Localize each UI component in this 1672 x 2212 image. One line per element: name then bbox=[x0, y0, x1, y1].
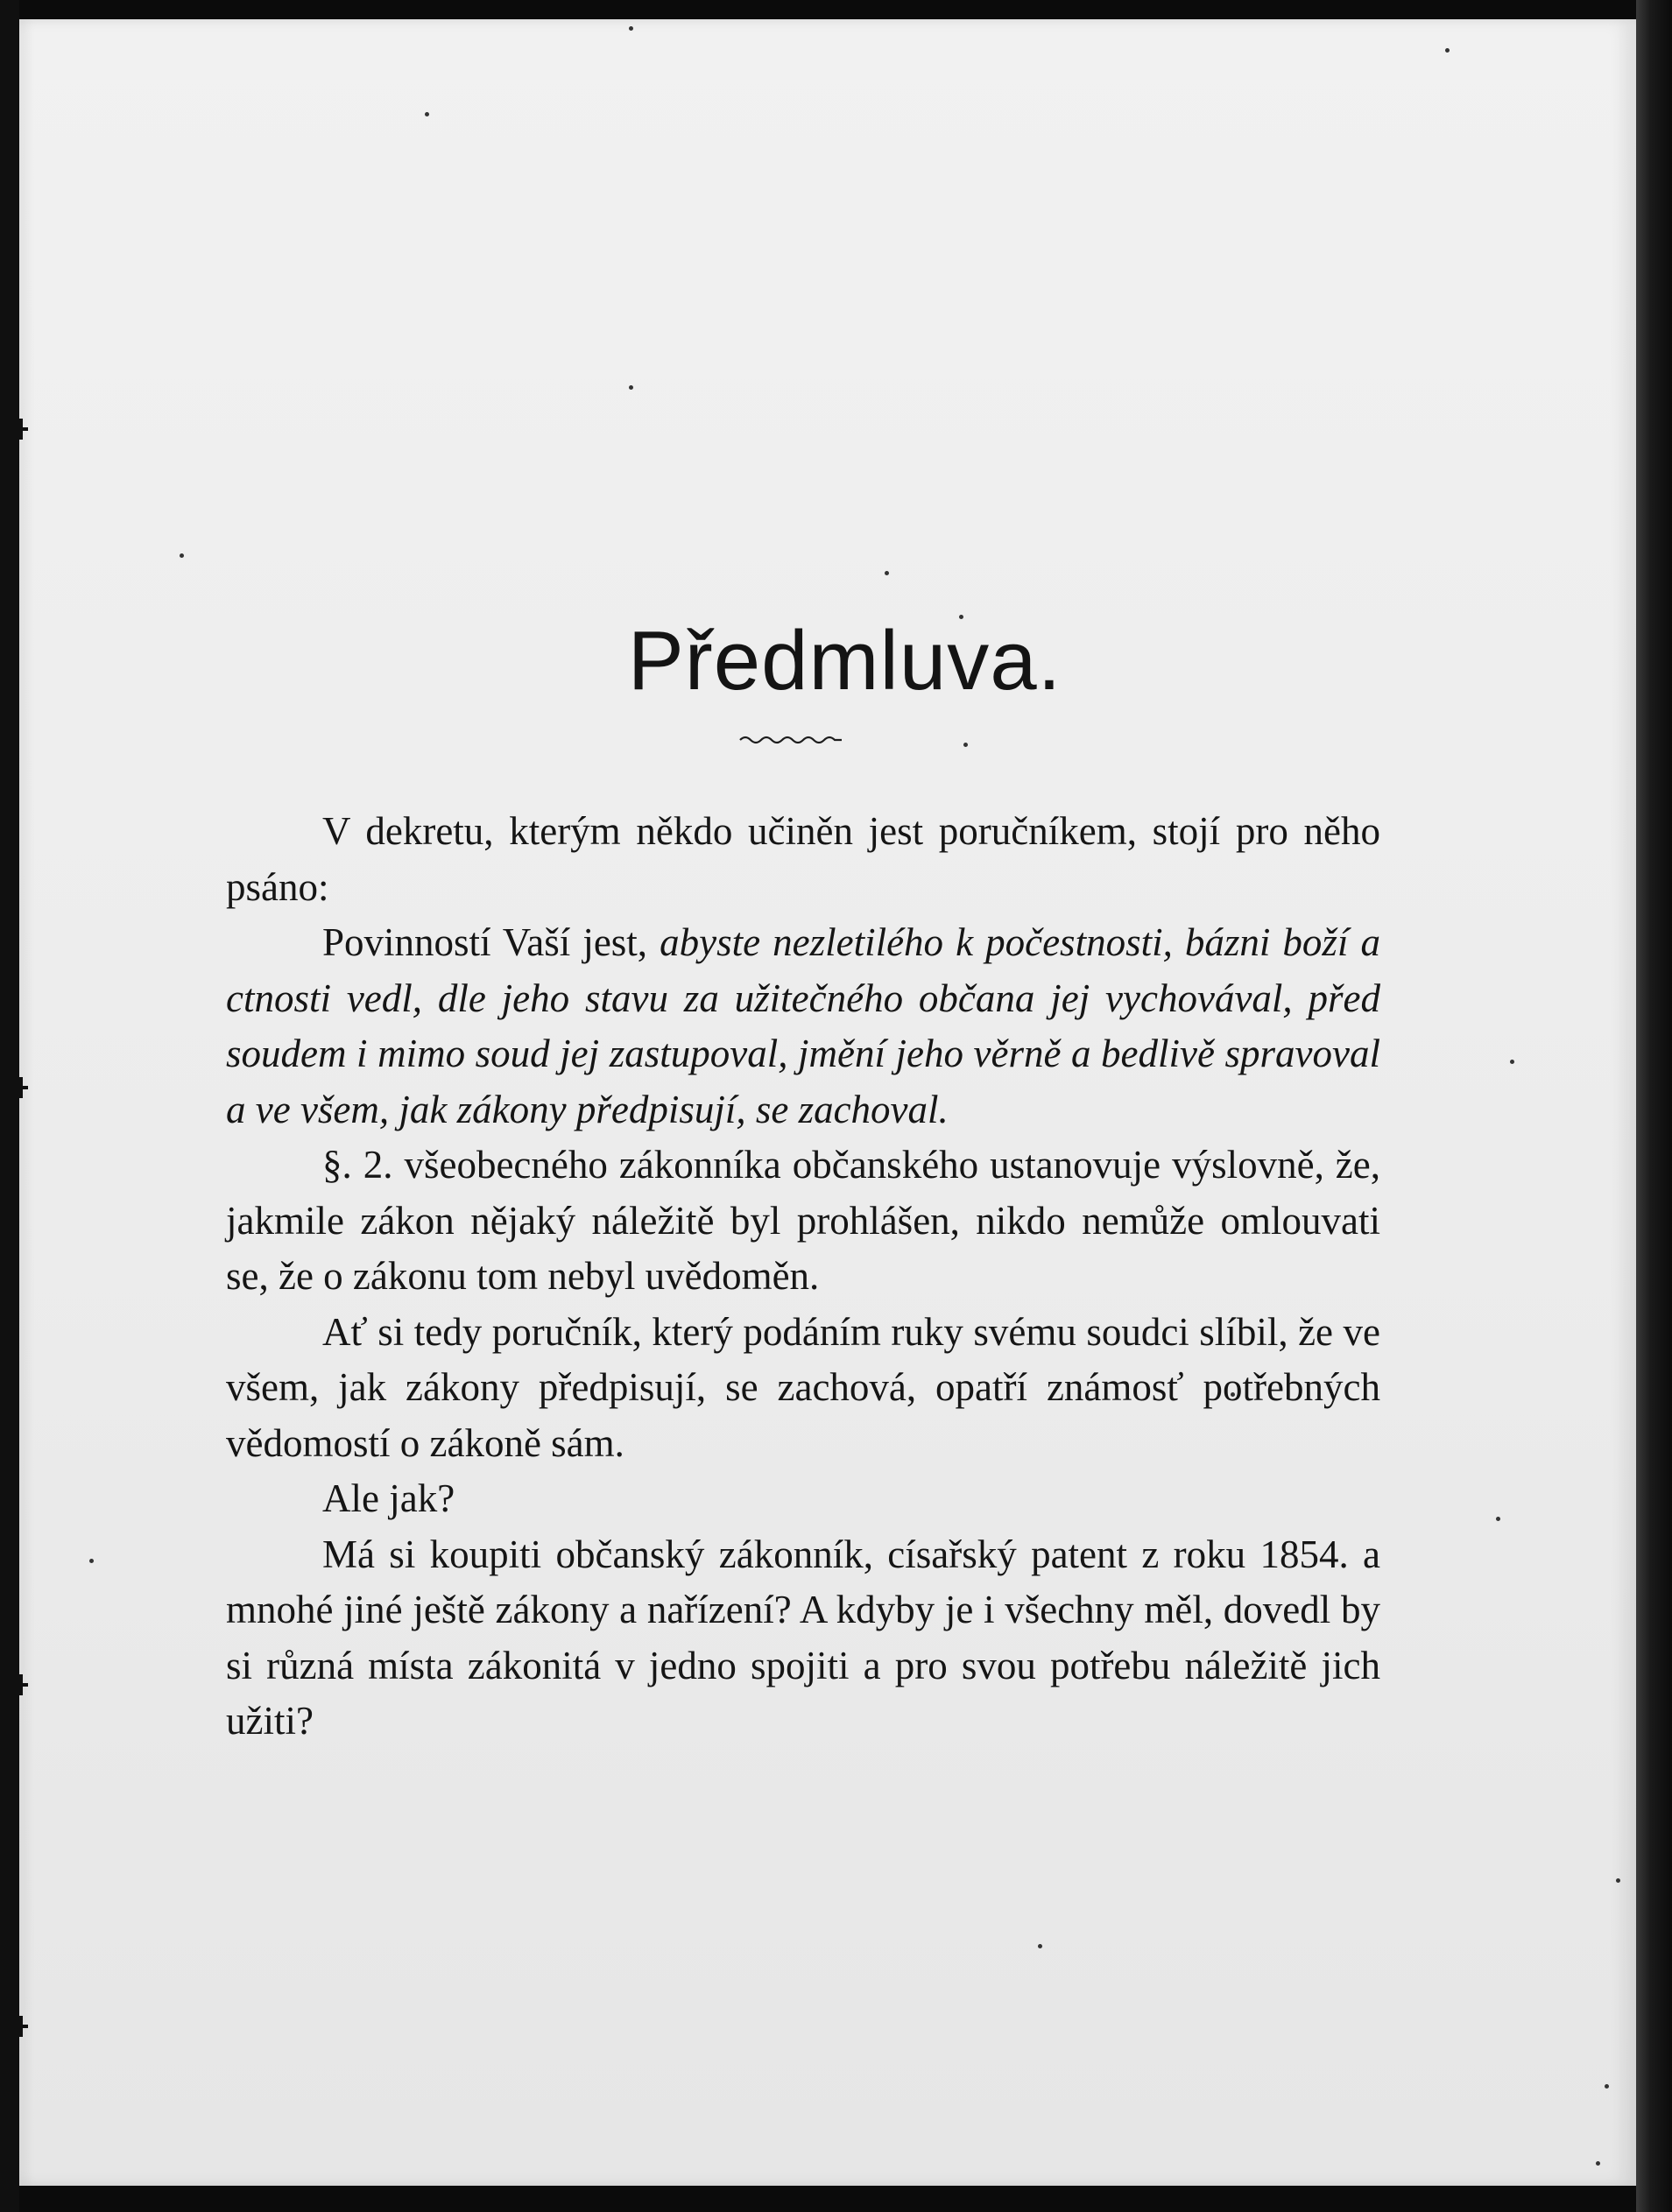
paper-speck bbox=[1496, 1517, 1500, 1521]
paragraph: V dekretu, kterým někdo učiněn jest poručníkem, stojí pro něho psáno: bbox=[226, 809, 1380, 909]
paper-speck bbox=[629, 385, 633, 390]
paper-speck bbox=[1616, 1878, 1620, 1883]
preface-body bbox=[226, 804, 1380, 1750]
paragraph-duty-quote bbox=[226, 915, 1380, 1138]
duty-lead-text: Povinností Vaší jest, bbox=[322, 920, 660, 964]
binding-mark bbox=[2, 427, 28, 431]
paper-speck bbox=[629, 26, 633, 31]
title-flourish-ornament bbox=[738, 732, 843, 746]
paper-speck bbox=[180, 553, 184, 558]
page-title: Předmluva. bbox=[627, 614, 1062, 708]
paper-speck bbox=[425, 112, 429, 116]
paper-speck bbox=[963, 743, 968, 747]
paper-speck bbox=[1445, 48, 1450, 53]
binding-mark bbox=[2, 1086, 28, 1089]
paragraph: Ale jak? bbox=[322, 1476, 455, 1520]
binding-edge bbox=[0, 0, 19, 2212]
paragraph: Má si koupiti občanský zákonník, císařský patent z roku 1854. a mnohé jiné ještě zákony a nařízení? A kdyby je i všechny měl, dovedl by si různá místa zákonitá v jedno spojiti a pro svou potřebu náležitě jich užiti? bbox=[226, 1532, 1380, 1743]
paper-speck bbox=[885, 571, 889, 575]
binding-mark bbox=[2, 2025, 28, 2028]
paragraph: §. 2. všeobecného zákonníka občanského ustanovuje výslovně, že, jakmile zákon nějaký náležitě byl prohlášen, nikdo nemůže omlouvati se, že o zákonu tom nebyl uvědoměn. bbox=[226, 1143, 1380, 1298]
paper-speck bbox=[1038, 1944, 1042, 1948]
paper-speck bbox=[1605, 2084, 1609, 2089]
paper-speck bbox=[1596, 2161, 1600, 2166]
paper-speck bbox=[89, 1559, 94, 1563]
binding-mark bbox=[2, 1683, 28, 1687]
page-right-edge bbox=[1636, 0, 1672, 2212]
duty-quote-italic: abyste nezletilého k počestnosti, bázni boží a ctnosti vedl, dle jeho stavu za užitečného občana jej vychovával, před soudem i mimo soud jej zastupoval, jmění jeho věrně a bedlivě spravoval a ve všem, jak zákony předpisují, se zachoval. bbox=[226, 920, 1380, 1131]
paper-speck bbox=[1510, 1060, 1514, 1064]
paragraph: Ať si tedy poručník, který podáním ruky svému soudci slíbil, že ve všem, jak zákony předpisují, se zachová, opatří známosť potřebných vědomostí o zákoně sám. bbox=[226, 1309, 1380, 1465]
